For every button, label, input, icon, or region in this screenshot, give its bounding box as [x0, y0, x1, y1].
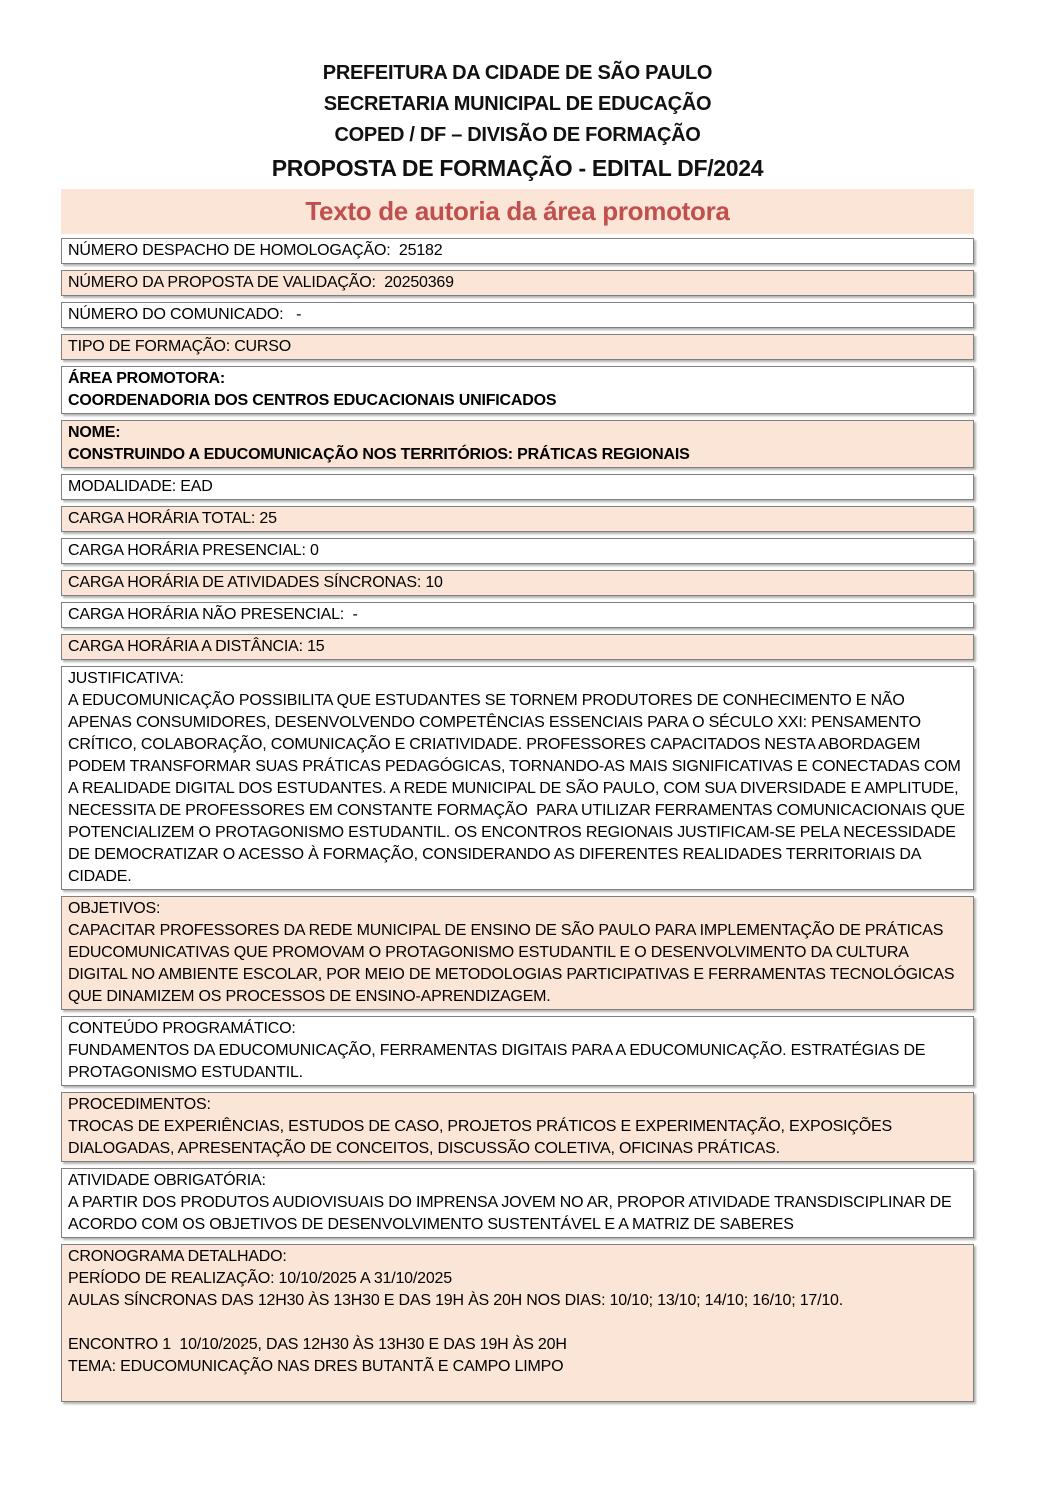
- field-line: CRONOGRAMA DETALHADO:: [68, 1248, 287, 1265]
- field-line: CARGA HORÁRIA A DISTÂNCIA: 15: [68, 638, 325, 655]
- field-row: [61, 1168, 974, 1238]
- field-line: TIPO DE FORMAÇÃO: CURSO: [68, 338, 291, 355]
- field-line: ÁREA PROMOTORA:: [68, 370, 226, 387]
- field-row: [61, 666, 974, 890]
- field-line: ENCONTRO 1 10/10/2025, DAS 12H30 ÀS 13H30 E DAS 19H ÀS 20H: [68, 1336, 567, 1353]
- header-line-coped: COPED / DF – DIVISÃO DE FORMAÇÃO: [334, 124, 701, 146]
- field-row: [61, 634, 974, 660]
- field-line: NÚMERO DO COMUNICADO: -: [68, 306, 302, 323]
- field-line: A EDUCOMUNICAÇÃO POSSIBILITA QUE ESTUDANTES SE TORNEM PRODUTORES DE CONHECIMENTO E NÃO APENAS CONSUMIDORES, DESENVOLVENDO COMPETÊNCIAS ESSENCIAIS PARA O SÉCULO XXI: PENSAMENTO CRÍTICO, COLABORAÇÃO, COMUNICAÇÃO E CRIATIVIDADE. PROFESSORES CAPACITADOS NESTA ABORDAGEM PODEM TRANSFORMAR SUAS PRÁTICAS PEDAGÓGICAS, TORNANDO-AS MAIS SIGNIFICATIVAS E CONECTADAS COM A REALIDADE DIGITAL DOS ESTUDANTES. A REDE MUNICIPAL DE SÃO PAULO, COM SUA DIVERSIDADE E AMPLITUDE, NECESSITA DE PROFESSORES EM CONSTANTE FORMAÇÃO PARA UTILIZAR FERRAMENTAS COMUNICACIONAIS QUE POTENCIALIZEM O PROTAGONISMO ESTUDANTIL. OS ENCONTROS REGIONAIS JUSTIFICAM-SE PELA NECESSIDADE DE DEMOCRATIZAR O ACESSO À FORMAÇÃO, CONSIDERANDO AS DIFERENTES REALIDADES TERRITORIAIS DA CIDADE.: [68, 692, 970, 885]
- fields-list: [61, 238, 974, 1402]
- field-line: TEMA: EDUCOMUNICAÇÃO NAS DRES BUTANTÃ E CAMPO LIMPO: [68, 1358, 564, 1375]
- field-row: [61, 896, 974, 1010]
- field-row: [61, 366, 974, 414]
- field-row: [61, 334, 974, 360]
- field-line: COORDENADORIA DOS CENTROS EDUCACIONAIS UNIFICADOS: [68, 392, 557, 409]
- field-line: FUNDAMENTOS DA EDUCOMUNICAÇÃO, FERRAMENTAS DIGITAIS PARA A EDUCOMUNICAÇÃO. ESTRATÉGIAS DE PROTAGONISMO ESTUDANTIL.: [68, 1042, 930, 1081]
- field-line: CARGA HORÁRIA PRESENCIAL: 0: [68, 542, 319, 559]
- field-row: [61, 506, 974, 532]
- field-line: CARGA HORÁRIA TOTAL: 25: [68, 510, 277, 527]
- field-line: JUSTIFICATIVA:: [68, 670, 184, 687]
- field-line: CAPACITAR PROFESSORES DA REDE MUNICIPAL DE ENSINO DE SÃO PAULO PARA IMPLEMENTAÇÃO DE PRÁTICAS EDUCOMUNICATIVAS QUE PROMOVAM O PROTAGONISMO ESTUDANTIL E O DESENVOLVIMENTO DA CULTURA DIGITAL NO AMBIENTE ESCOLAR, POR MEIO DE METODOLOGIAS PARTICIPATIVAS E FERRAMENTAS TECNOLÓGICAS QUE DINAMIZEM OS PROCESSOS DE ENSINO-APRENDIZAGEM.: [68, 922, 959, 1005]
- field-row: [61, 1244, 974, 1402]
- page-title: PROPOSTA DE FORMAÇÃO - EDITAL DF/2024: [271, 155, 764, 181]
- field-row: [61, 238, 974, 264]
- field-line: PERÍODO DE REALIZAÇÃO: 10/10/2025 A 31/10/2025: [68, 1270, 452, 1287]
- field-line: MODALIDADE: EAD: [68, 478, 213, 495]
- field-line: CONSTRUINDO A EDUCOMUNICAÇÃO NOS TERRITÓRIOS: PRÁTICAS REGIONAIS: [68, 446, 690, 463]
- header-line-prefeitura: PREFEITURA DA CIDADE DE SÃO PAULO: [322, 62, 713, 84]
- field-row: [61, 420, 974, 468]
- field-row: [61, 570, 974, 596]
- field-row: [61, 1016, 974, 1086]
- field-row: [61, 602, 974, 628]
- banner-texto-autoria: [61, 189, 974, 234]
- header-line-secretaria: SECRETARIA MUNICIPAL DE EDUCAÇÃO: [323, 93, 712, 115]
- field-line: CONTEÚDO PROGRAMÁTICO:: [68, 1020, 296, 1037]
- field-row: [61, 1092, 974, 1162]
- field-line: [68, 1312, 967, 1334]
- field-line: OBJETIVOS:: [68, 900, 161, 917]
- field-line: [68, 1378, 967, 1400]
- field-row: [61, 270, 974, 296]
- field-line: CARGA HORÁRIA DE ATIVIDADES SÍNCRONAS: 10: [68, 574, 443, 591]
- field-line: NOME:: [68, 424, 121, 441]
- field-line: NÚMERO DESPACHO DE HOMOLOGAÇÃO: 25182: [68, 242, 443, 259]
- field-line: NÚMERO DA PROPOSTA DE VALIDAÇÃO: 20250369: [68, 274, 454, 291]
- field-line: TROCAS DE EXPERIÊNCIAS, ESTUDOS DE CASO, PROJETOS PRÁTICOS E EXPERIMENTAÇÃO, EXPOSIÇÕES DIALOGADAS, APRESENTAÇÃO DE CONCEITOS, DISCUSSÃO COLETIVA, OFICINAS PRÁTICAS.: [68, 1118, 897, 1157]
- field-line: ATIVIDADE OBRIGATÓRIA:: [68, 1172, 266, 1189]
- field-line: AULAS SÍNCRONAS DAS 12H30 ÀS 13H30 E DAS 19H ÀS 20H NOS DIAS: 10/10; 13/10; 14/10; 16/10; 17/10.: [68, 1292, 844, 1309]
- field-line: A PARTIR DOS PRODUTOS AUDIOVISUAIS DO IMPRENSA JOVEM NO AR, PROPOR ATIVIDADE TRANSDISCIPLINAR DE ACORDO COM OS OBJETIVOS DE DESENVOLVIMENTO SUSTENTÁVEL E A MATRIZ DE SABERES: [68, 1194, 955, 1233]
- field-row: [61, 538, 974, 564]
- banner-label: Texto de autoria da área promotora: [305, 196, 730, 226]
- field-line: PROCEDIMENTOS:: [68, 1096, 211, 1113]
- field-line: CARGA HORÁRIA NÃO PRESENCIAL: -: [68, 606, 358, 623]
- document-header: [61, 0, 974, 185]
- field-row: [61, 302, 974, 328]
- field-row: [61, 474, 974, 500]
